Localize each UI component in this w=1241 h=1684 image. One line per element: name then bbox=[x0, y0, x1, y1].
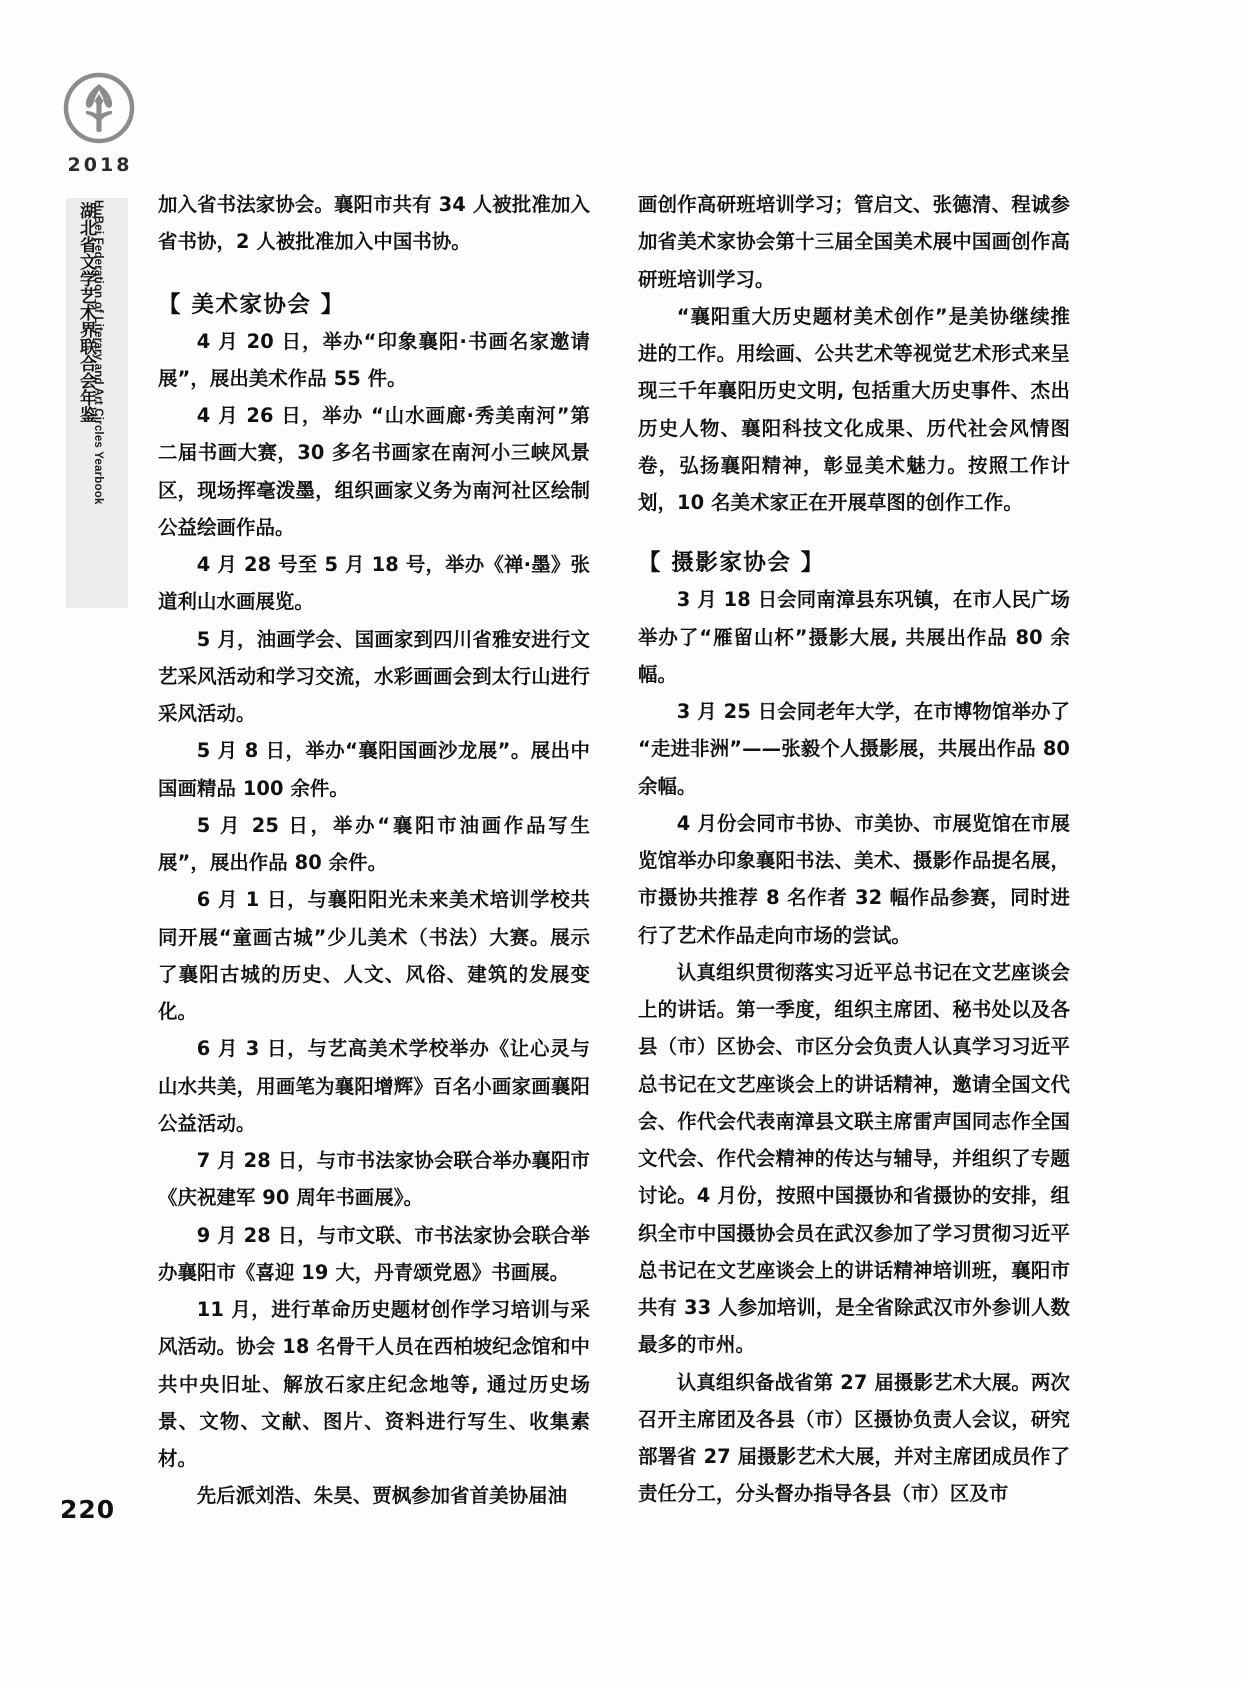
paragraph: 4 月 20 日，举办“印象襄阳·书画名家邀请展”，展出美术作品 55 件。 bbox=[158, 329, 590, 390]
section-heading-photography: 【 摄影家协会 】 bbox=[638, 550, 825, 577]
right-column bbox=[638, 186, 1070, 1506]
section-heading-fine-arts: 【 美术家协会 】 bbox=[158, 291, 345, 318]
paragraph: 画创作高研班培训学习；管启文、张德清、程诚参加省美术家协会第十三届全国美术展中国画创作高研班培训学习。 bbox=[638, 193, 1070, 291]
paragraph: 6 月 3 日，与艺高美术学校举办《让心灵与山水共美，用画笔为襄阳增辉》百名小画家画襄阳公益活动。 bbox=[158, 1037, 590, 1135]
paragraph: 5 月 25 日，举办“襄阳市油画作品写生展”，展出作品 80 余件。 bbox=[158, 813, 590, 874]
paragraph: 认真组织备战省第 27 届摄影艺术大展。两次召开主席团及各县（市）区摄协负责人会议，研究部署省 27 届摄影艺术大展，并对主席团成员作了责任分工，分头督办指导各县（市）区及市 bbox=[638, 1370, 1070, 1506]
paragraph: 认真组织贯彻落实习近平总书记在文艺座谈会上的讲话。第一季度，组织主席团、秘书处以及各县（市）区协会、市区分会负责人认真学习习近平总书记在文艺座谈会上的讲话精神，邀请全国文代会、作代会代表南漳县文联主席雷声国同志作全国文代会、作代会精神的传达与辅导，并组织了专题讨论。4 月份，按照中国摄协和省摄协的安排，组织全市中国摄协会员在武汉参加了学习贯彻习近平总书记在文艺座谈会上的讲话精神培训班，襄阳市共有 33 人参加培训，是全省除武汉市外参训人数最多的市州。 bbox=[638, 960, 1070, 1357]
paragraph: 5 月 8 日，举办“襄阳国画沙龙展”。展出中国画精品 100 余件。 bbox=[158, 739, 590, 800]
paragraph: 7 月 28 日，与市书法家协会联合举办襄阳市《庆祝建军 90 周年书画展》。 bbox=[158, 1149, 590, 1210]
paragraph: 6 月 1 日，与襄阳阳光未来美术培训学校共同开展“童画古城”少儿美术（书法）大赛。展示了襄阳古城的历史、人文、风俗、建筑的发展变化。 bbox=[158, 888, 590, 1023]
two-column-body bbox=[158, 186, 1070, 1508]
paragraph: 11 月，进行革命历史题材创作学习培训与采风活动。协会 18 名骨干人员在西柏坡纪念馆和中共中央旧址、解放石家庄纪念地等, 通过历史场景、文物、文献、图片、资料进行写生、收集素材。 bbox=[158, 1298, 590, 1470]
paragraph: 3 月 25 日会同老年大学，在市博物馆举办了“走进非洲”——张毅个人摄影展，共展出作品 80 余幅。 bbox=[638, 700, 1070, 798]
emblem-year: 2018 bbox=[67, 154, 133, 176]
paragraph: 9 月 28 日，与市文联、市书法家协会联合举办襄阳市《喜迎 19 大，丹青颂党恩》书画展。 bbox=[158, 1223, 590, 1284]
yearbook-title-en: HuBei Federation of Literary and Art Circles Yearbook bbox=[92, 200, 104, 505]
hubei-federation-emblem-icon bbox=[61, 70, 137, 146]
paragraph: 4 月份会同市书协、市美协、市展览馆在市展览馆举办印象襄阳书法、美术、摄影作品提名展，市摄协共推荐 8 名作者 32 幅作品参赛，同时进行了艺术作品走向市场的尝试。 bbox=[638, 811, 1070, 947]
paragraph: “襄阳重大历史题材美术创作”是美协继续推进的工作。用绘画、公共艺术等视觉艺术形式来呈现三千年襄阳历史文明, 包括重大历史事件、杰出历史人物、襄阳科技文化成果、历代社会风情图卷，弘扬襄阳精神，彰显美术魅力。按照工作计划，10 名美术家正在开展草图的创作工作。 bbox=[638, 304, 1070, 514]
yearbook-title-cn: 湖北省文学艺术界联合会年鉴 bbox=[76, 202, 96, 423]
paragraph: 5 月，油画学会、国画家到四川省雅安进行文艺采风活动和学习交流，水彩画画会到太行山进行采风活动。 bbox=[158, 627, 590, 725]
paragraph: 4 月 26 日，举办 “山水画廊·秀美南河”第二届书画大赛，30 多名书画家在南河小三峡风景区，现场挥毫泼墨，组织画家义务为南河社区绘制公益绘画作品。 bbox=[158, 404, 590, 539]
paragraph: 先后派刘浩、朱昊、贾枫参加省首美协届油 bbox=[196, 1484, 568, 1508]
left-column bbox=[158, 186, 590, 1508]
paragraph: 3 月 18 日会同南漳县东巩镇，在市人民广场举办了“雁留山杯”摄影大展, 共展出作品 80 余幅。 bbox=[638, 588, 1070, 686]
paragraph: 4 月 28 号至 5 月 18 号，举办《禅·墨》张道利山水画展览。 bbox=[158, 553, 590, 614]
left-rail bbox=[52, 70, 157, 1530]
page-number: 220 bbox=[60, 1495, 116, 1524]
paragraph: 加入省书法家协会。襄阳市共有 34 人被批准加入省书协，2 人被批准加入中国书协。 bbox=[158, 193, 590, 254]
